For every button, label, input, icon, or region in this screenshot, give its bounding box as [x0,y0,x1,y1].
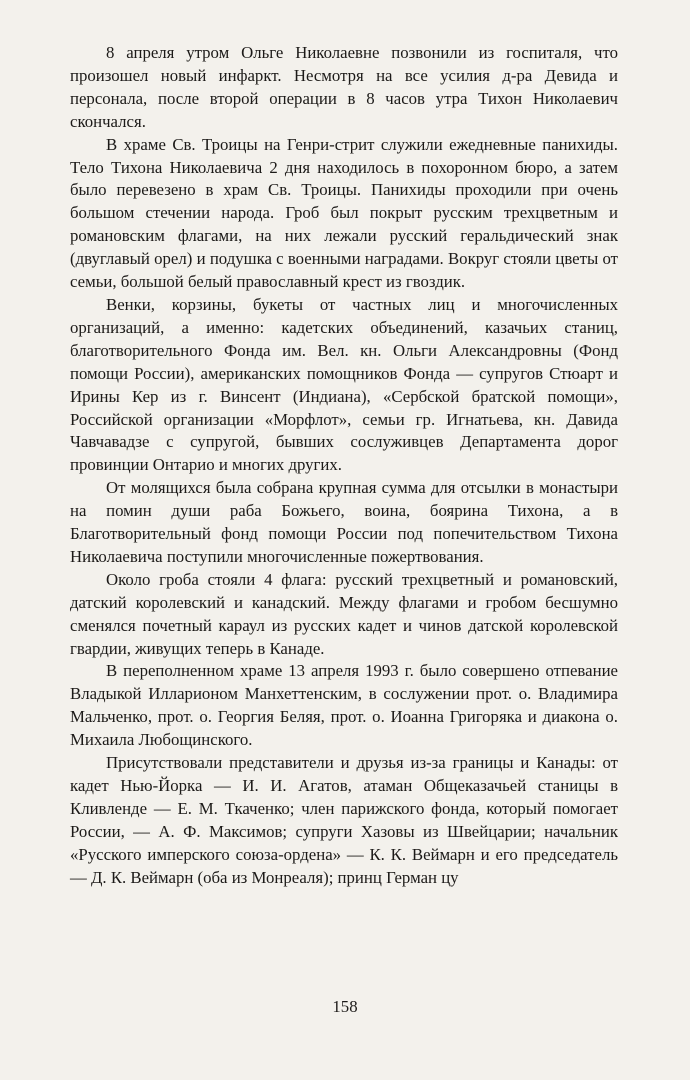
paragraph-flags: Около гроба стояли 4 флага: русский трехцветный и романовский, датский королевский и канадский. Между флагами и гробом бесшумно сменялся почетный караул из русских кадет и чинов датской королевской гвардии, живущих теперь в Канаде. [70,569,618,658]
paragraph-funeral-service: В переполненном храме 13 апреля 1993 г. было совершено отпевание Владыкой Илларионом Манхеттенским, в сослужении прот. о. Владимира Мальченко, прот. о. Георгия Беляя, прот. о. Иоанна Григоряка и диакона о. Михаила Любощинского. [70,661,618,750]
paragraph-hospital-call: 8 апреля утром Ольге Николаевне позвонили из госпиталя, что произошел новый инфаркт. Несмотря на все усилия д-ра Девида и персонала, после второй операции в 8 часов утра Тихон Николаевич скончался. [70,43,618,131]
paragraph-donations: От молящихся была собрана крупная сумма для отсылки в монастыри на помин души раба Божьего, воина, боярина Тихона, а в Благотворительный фонд помощи России под попечительством Тихона Николаевича поступили многочисленные пожертвования. [70,478,618,566]
paragraph-memorial-services: В храме Св. Троицы на Генри-стрит служили ежедневные панихиды. Тело Тихона Николаевича 2 дня находилось в похоронном бюро, а затем было перевезено в храм Св. Троицы. Панихиды проходили при очень большом стечении народа. Гроб был покрыт русским трехцветным и романовским флагами, на них лежали русский геральдический знак (двуглавый орел) и подушка с военными наградами. Вокруг стояли цветы от семьи, большой белый православный крест из гвоздик. [70,134,618,292]
page-text [70,42,618,890]
paragraph-attendees: Присутствовали представители и друзья из-за границы и Канады: от кадет Нью-Йорка — И. И. Агатов, атаман Общеказачьей станицы в Кливленде — Е. М. Ткаченко; член парижского фонда, который помогает России, — А. Ф. Максимов; супруги Хазовы из Швейцарии; начальник «Русского имперского союза-ордена» — К. К. Веймарн и его председатель — Д. К. Веймарн (оба из Монреаля); принц Герман цу [70,753,618,887]
paragraph-wreaths: Венки, корзины, букеты от частных лиц и многочисленных организаций, а именно: кадетских объединений, казачьих станиц, благотворительного Фонда им. Вел. кн. Ольги Александровны (Фонд помощи России), американских помощников Фонда — супругов Стюарт и Ирины Кер из г. Винсент (Индиана), «Сербской братской помощи», Российской организации «Морфлот», семьи гр. Игнатьева, кн. Давида Чавчавадзе с супругой, бывших сослуживцев Департамента дорог провинции Онтарио и многих других. [70,294,618,475]
page-number: 158 [332,997,358,1016]
